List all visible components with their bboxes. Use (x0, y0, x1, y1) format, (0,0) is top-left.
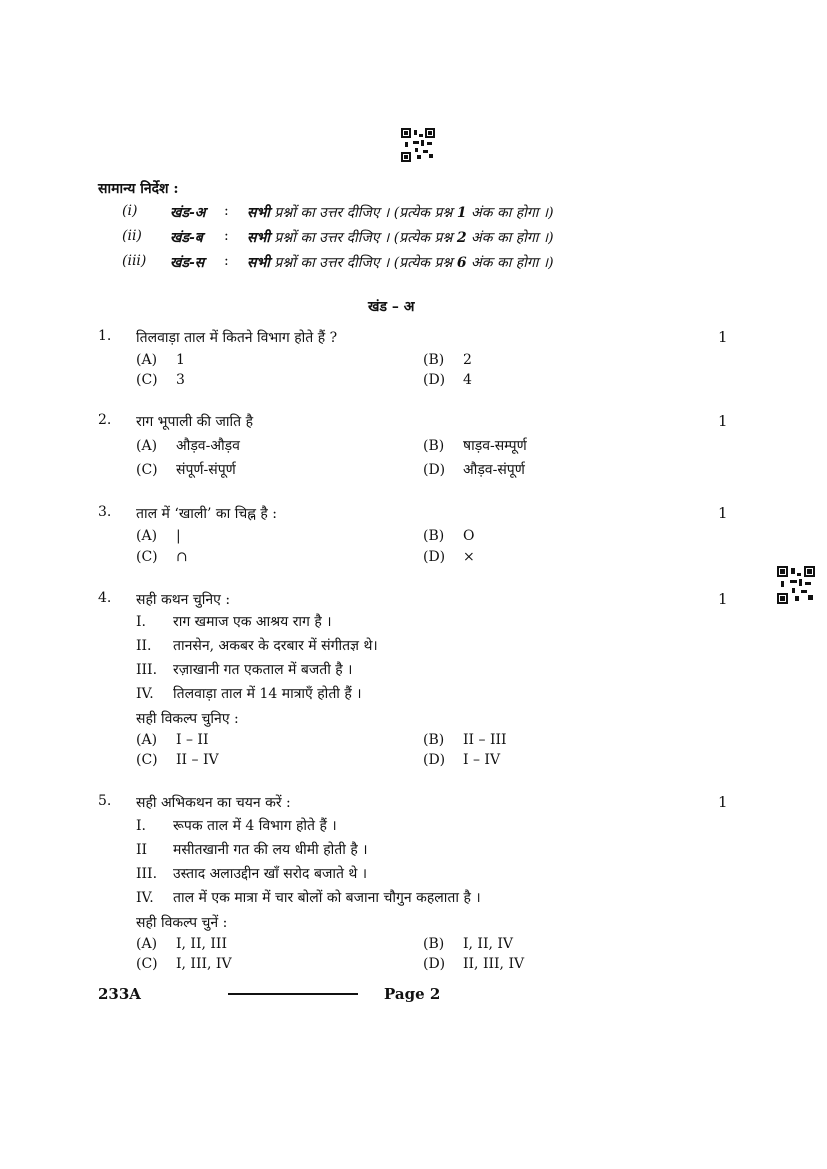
statement-item: I. राग खमाज एक आश्रय राग है । (136, 614, 332, 630)
instruction-section: खंड-ब (170, 230, 203, 246)
instruction-number: (ii) (122, 228, 142, 244)
option-c: (C) 3 (136, 372, 185, 388)
option-b: (B) 2 (423, 352, 472, 368)
option-c: (C) I, III, IV (136, 956, 232, 972)
instruction-number: (i) (122, 203, 138, 219)
option-c: (C) II – IV (136, 752, 219, 768)
question-text: सही अभिकथन का चयन करें : (136, 795, 291, 811)
option-a: (A) I, II, III (136, 936, 227, 952)
option-a: (A) औड़व-औड़व (136, 438, 240, 454)
instruction-bold: सभी (247, 230, 270, 246)
question-number: 4. (98, 590, 112, 606)
instruction-tail: अंक का होगा ।) (471, 230, 554, 246)
option-c: (C) ∩ (136, 549, 188, 565)
option-d: (D) II, III, IV (423, 956, 525, 972)
option-a: (A) I – II (136, 732, 209, 748)
choose-prompt: सही विकल्प चुनें : (136, 915, 228, 931)
instruction-text: प्रश्नों का उत्तर दीजिए । (प्रत्येक प्रश्न (274, 255, 453, 271)
question-marks: 1 (718, 412, 728, 430)
question-marks: 1 (718, 590, 728, 608)
option-a: (A) 1 (136, 352, 185, 368)
instruction-item: (ii) खंड-ब : सभी प्रश्नों का उत्तर दीजिए । (प्रत्येक प्रश्न 2 अंक का होगा ।) (122, 228, 554, 246)
instruction-text: प्रश्नों का उत्तर दीजिए । (प्रत्येक प्रश्न (274, 230, 453, 246)
instruction-tail: अंक का होगा ।) (471, 205, 554, 221)
instructions-heading: सामान्य निर्देश : (98, 181, 179, 197)
footer-divider (228, 993, 358, 995)
question-marks: 1 (718, 793, 728, 811)
instruction-number: (iii) (122, 253, 147, 269)
statement-item: III. उस्ताद अलाउद्दीन खाँ सरोद बजाते थे । (136, 866, 368, 882)
instruction-tail: अंक का होगा ।) (471, 255, 554, 271)
option-d: (D) औड़व-संपूर्ण (423, 462, 525, 478)
statement-item: III. रज़ाखानी गत एकताल में बजती है । (136, 662, 353, 678)
instruction-item: (i) खंड-अ : सभी प्रश्नों का उत्तर दीजिए । (प्रत्येक प्रश्न 1 अंक का होगा ।) (122, 203, 554, 221)
choose-prompt: सही विकल्प चुनिए : (136, 711, 239, 727)
option-d: (D) I – IV (423, 752, 501, 768)
statement-item: IV. तिलवाड़ा ताल में 14 मात्राएँ होती हैं । (136, 686, 362, 702)
instruction-marks: 1 (456, 205, 467, 221)
question-text: राग भूपाली की जाति है (136, 414, 254, 430)
instruction-marks: 2 (456, 230, 467, 246)
question-text: सही कथन चुनिए : (136, 592, 231, 608)
statement-item: I. रूपक ताल में 4 विभाग होते हैं । (136, 818, 337, 834)
statement-item: II. तानसेन, अकबर के दरबार में संगीतज्ञ थे। (136, 638, 378, 654)
section-title: खंड – अ (368, 299, 415, 315)
instruction-section: खंड-स (170, 255, 205, 271)
instruction-item: (iii) खंड-स : सभी प्रश्नों का उत्तर दीजिए । (प्रत्येक प्रश्न 6 अंक का होगा ।) (122, 253, 554, 271)
qr-code-top-icon (401, 128, 435, 162)
option-c: (C) संपूर्ण-संपूर्ण (136, 462, 236, 478)
option-a: (A) | (136, 528, 181, 544)
question-marks: 1 (718, 504, 728, 522)
question-number: 3. (98, 504, 112, 520)
qr-code-side-icon (777, 566, 815, 604)
option-b: (B) II – III (423, 732, 507, 748)
instruction-marks: 6 (456, 255, 467, 271)
statement-item: II मसीतखानी गत की लय धीमी होती है । (136, 842, 368, 858)
instruction-section: खंड-अ (170, 205, 206, 221)
page-number: Page 2 (384, 985, 441, 1003)
paper-code: 233A (98, 985, 141, 1003)
statement-item: IV. ताल में एक मात्रा में चार बोलों को बजाना चौगुन कहलाता है । (136, 890, 481, 906)
question-marks: 1 (718, 328, 728, 346)
option-b: (B) O (423, 528, 475, 544)
question-text: ताल में ‘खाली’ का चिह्न है : (136, 506, 278, 522)
instruction-bold: सभी (247, 205, 270, 221)
question-number: 2. (98, 412, 112, 428)
option-d: (D) × (423, 549, 475, 565)
instruction-bold: सभी (247, 255, 270, 271)
option-d: (D) 4 (423, 372, 472, 388)
option-b: (B) षाड़व-सम्पूर्ण (423, 438, 527, 454)
question-number: 1. (98, 328, 112, 344)
option-b: (B) I, II, IV (423, 936, 514, 952)
question-number: 5. (98, 793, 112, 809)
question-text: तिलवाड़ा ताल में कितने विभाग होते हैं ? (136, 330, 338, 346)
instruction-text: प्रश्नों का उत्तर दीजिए । (प्रत्येक प्रश्न (274, 205, 453, 221)
